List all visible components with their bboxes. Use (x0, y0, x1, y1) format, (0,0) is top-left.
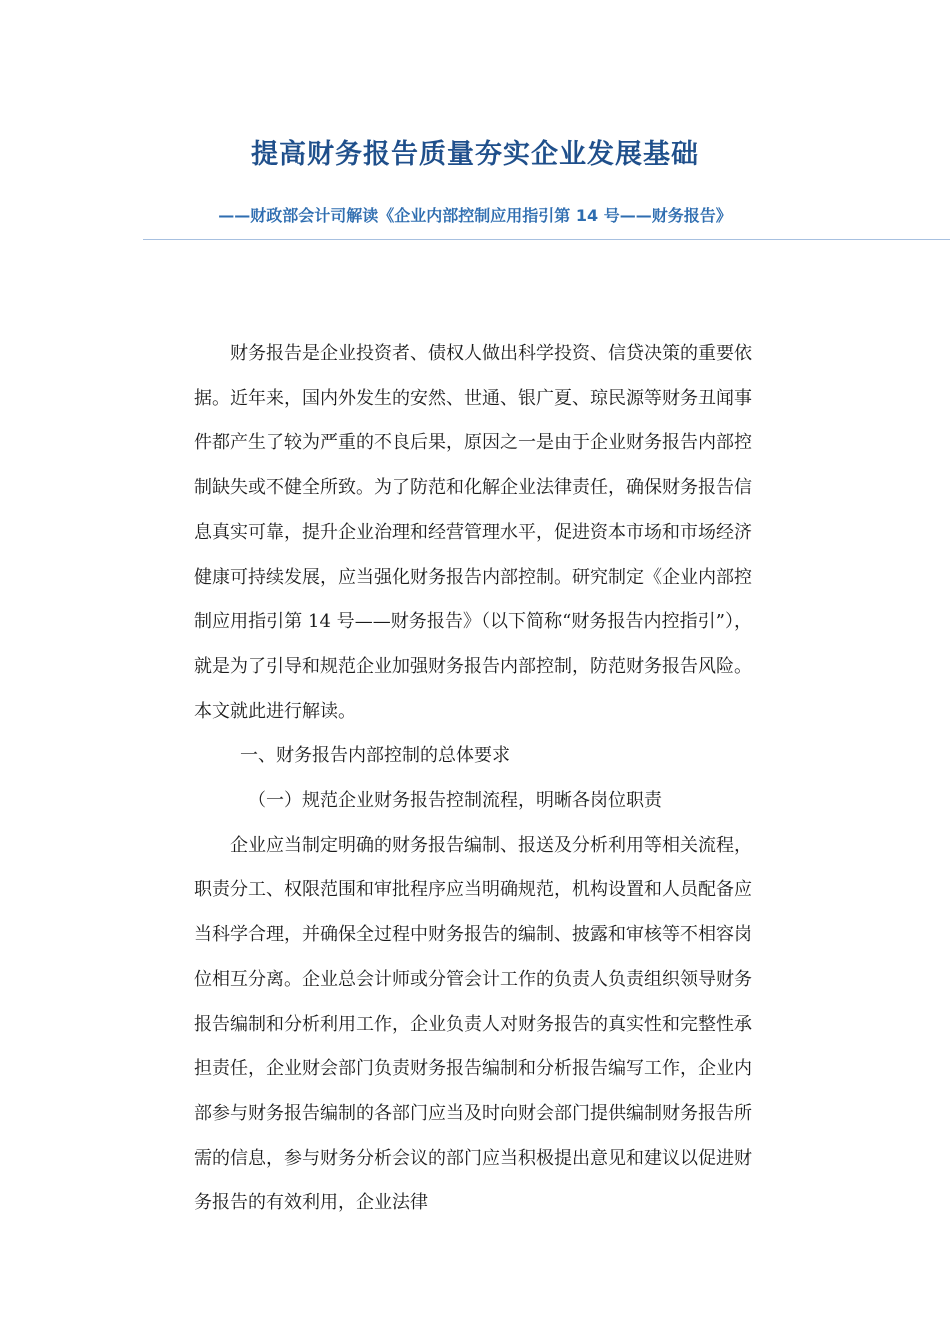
title-divider (143, 239, 950, 240)
document-subtitle: ——财政部会计司解读《企业内部控制应用指引第 14 号——财务报告》 (218, 206, 732, 225)
document-title: 提高财务报告质量夯实企业发展基础 (251, 139, 699, 170)
body-paragraph: 企业应当制定明确的财务报告编制、报送及分析利用等相关流程，职责分工、权限范围和审批程序应当明确规范，机构设置和人员配备应当科学合理，并确保全过程中财务报告的编制、披露和审核等不相容岗位相互分离。企业总会计师或分管会计工作的负责人负责组织领导财务报告编制和分析利用工作，企业负责人对财务报告的真实性和完整性承担责任，企业财会部门负责财务报告编制和分析报告编写工作，企业内部参与财务报告编制的各部门应当及时向财会部门提供编制财务报告所需的信息，参与财务分析会议的部门应当积极提出意见和建议以促进财务报告的有效利用，企业法律 (194, 834, 752, 1214)
section-heading: 一、财务报告内部控制的总体要求 (240, 745, 510, 767)
document-body (194, 332, 752, 1226)
intro-paragraph: 财务报告是企业投资者、债权人做出科学投资、信贷决策的重要依据。近年来，国内外发生的安然、世通、银广夏、琼民源等财务丑闻事件都产生了较为严重的不良后果，原因之一是由于企业财务报告内部控制缺失或不健全所致。为了防范和化解企业法律责任，确保财务报告信息真实可靠，提升企业治理和经营管理水平，促进资本市场和市场经济健康可持续发展，应当强化财务报告内部控制。研究制定《企业内部控制应用指引第 14 号——财务报告》（以下简称“财务报告内控指引”），就是为了引导和规范企业加强财务报告内部控制，防范财务报告风险。本文就此进行解读。 (194, 343, 752, 722)
subsection-heading: （一）规范企业财务报告控制流程，明晰各岗位职责 (248, 790, 662, 812)
